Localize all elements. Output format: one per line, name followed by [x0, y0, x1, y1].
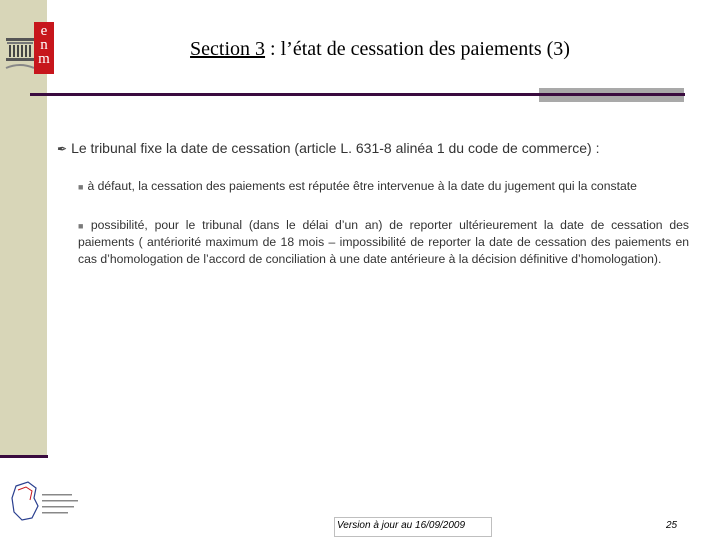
square-bullet-icon: ■ — [78, 182, 84, 192]
logo-letter-m: m — [38, 51, 50, 67]
title-text: : l’état de cessation des paiements (3) — [265, 38, 570, 60]
sub-bullet-text: à défaut, la cessation des paiements est réputée être intervenue à la date du jugement qui la constate — [87, 179, 637, 193]
logo-letter-e: e — [40, 23, 48, 39]
main-bullet — [57, 140, 697, 156]
square-bullet-icon: ■ — [78, 221, 87, 231]
sidebar-divider — [0, 455, 48, 458]
pen-icon: ✒ — [57, 142, 68, 156]
footer-version: Version à jour au 16/09/2009 — [337, 520, 466, 531]
main-bullet-text: Le tribunal fixe la date de cessation (article L. 631-8 alinéa 1 du code de commerce) : — [71, 140, 600, 156]
building-logo-icon — [4, 28, 34, 74]
enm-logo — [34, 22, 54, 74]
title-rule — [30, 93, 685, 96]
page-title — [90, 38, 670, 61]
logo-letter-n: n — [40, 37, 48, 53]
republic-seal-logo — [8, 476, 83, 536]
title-section: Section 3 — [190, 38, 266, 60]
sub-bullet — [78, 178, 689, 195]
sub-bullet-text: possibilité, pour le tribunal (dans le délai d’un an) de reporter ultérieurement la date de cessation des paiements ( antériorité maximum de 18 mois – impossibilité de reporter la date de cessation des paiements en cas d’homologation de l’accord de conciliation à une date antérieure à la décision définitive d’homologation). — [78, 218, 690, 266]
page-number: 25 — [666, 520, 678, 531]
sub-bullet — [78, 217, 689, 267]
